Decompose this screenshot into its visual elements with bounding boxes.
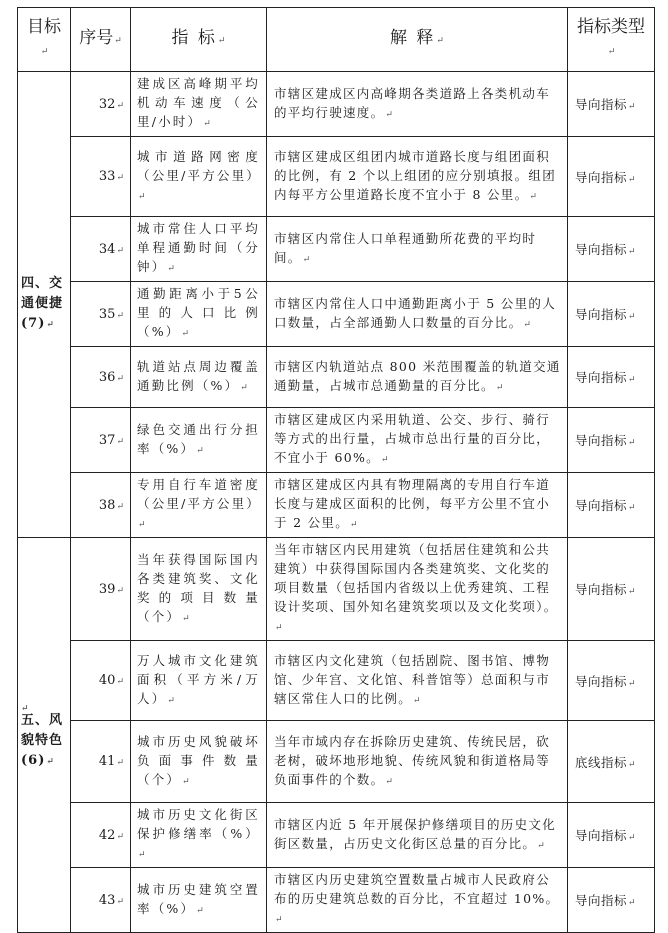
indicator-name: 城市常住人口平均单程通勤时间（分钟）↵ bbox=[131, 217, 267, 282]
indicator-type: 导向指标↵ bbox=[568, 282, 655, 347]
row-number: 33↵ bbox=[71, 137, 131, 217]
indicator-explanation: 市辖区建成区内具有物理隔离的专用自行车道长度与建成区面积的比例，每平方公里不宜小于 2 公里。↵ bbox=[267, 473, 568, 538]
row-number: 34↵ bbox=[71, 217, 131, 282]
category-cell-style: ↵ 五、风貌特色(6)↵ bbox=[18, 538, 71, 933]
indicator-name: 绿色交通出行分担率（%）↵ bbox=[131, 408, 267, 473]
indicator-type: 导向指标↵ bbox=[568, 347, 655, 408]
row-number: 39↵ bbox=[71, 538, 131, 641]
table-header-row bbox=[18, 8, 655, 72]
indicator-type: 导向指标↵ bbox=[568, 473, 655, 538]
row-number: 38↵ bbox=[71, 473, 131, 538]
indicator-name: 通勤距离小于5公里的人口比例（%）↵ bbox=[131, 282, 267, 347]
indicator-type: 底线指标↵ bbox=[568, 721, 655, 803]
indicator-type: 导向指标↵ bbox=[568, 408, 655, 473]
indicator-explanation: 市辖区建成区组团内城市道路长度与组团面积的比例，有 2 个以上组团的应分别填报。组团内每平方公里道路长度不宜小于 8 公里。↵ bbox=[267, 137, 568, 217]
row-number: 37↵ bbox=[71, 408, 131, 473]
indicator-explanation: 市辖区内文化建筑（包括剧院、图书馆、博物馆、少年宫、文化馆、科普馆等）总面积与市辖区常住人口的比例。↵ bbox=[267, 641, 568, 721]
table-row bbox=[18, 473, 655, 538]
indicator-explanation: 市辖区内常住人口中通勤距离小于 5 公里的人口数量，占全部通勤人口数量的百分比。↵ bbox=[267, 282, 568, 347]
table-row bbox=[18, 137, 655, 217]
header-category: 目标↵ bbox=[18, 8, 71, 72]
indicator-type: 导向指标↵ bbox=[568, 868, 655, 933]
indicator-name: 城市历史建筑空置率（%）↵ bbox=[131, 868, 267, 933]
indicator-name: 专用自行车道密度（公里/平方公里）↵ bbox=[131, 473, 267, 538]
indicator-explanation: 市辖区内近 5 年开展保护修缮项目的历史文化街区数量，占历史文化街区总量的百分比。↵ bbox=[267, 803, 568, 868]
indicator-explanation: 市辖区内历史建筑空置数量占城市人民政府公布的历史建筑总数的百分比，不宜超过 10%。↵ bbox=[267, 868, 568, 933]
table-row bbox=[18, 347, 655, 408]
indicator-name: 城市历史风貌破坏负面事件数量（个）↵ bbox=[131, 721, 267, 803]
table-row bbox=[18, 217, 655, 282]
table-row bbox=[18, 282, 655, 347]
indicator-name: 城市历史文化街区保护修缮率（%）↵ bbox=[131, 803, 267, 868]
table-row bbox=[18, 721, 655, 803]
indicator-explanation: 当年市域内存在拆除历史建筑、传统民居，砍老树，破坏地形地貌、传统风貌和街道格局等负面事件的个数。↵ bbox=[267, 721, 568, 803]
category-cell-traffic: 四、交通便捷(7)↵ bbox=[18, 72, 71, 538]
indicator-type: 导向指标↵ bbox=[568, 137, 655, 217]
table-row bbox=[18, 408, 655, 473]
table-row bbox=[18, 803, 655, 868]
indicator-name: 建成区高峰期平均机动车速度（公里/小时）↵ bbox=[131, 72, 267, 137]
indicator-explanation: 当年市辖区内民用建筑（包括居住建筑和公共建筑）中获得国际国内各类建筑奖、文化奖的项目数量（包括国内省级以上优秀建筑、工程设计奖项、国外知名建筑奖项以及文化奖项）。↵ bbox=[267, 538, 568, 641]
row-number: 40↵ bbox=[71, 641, 131, 721]
indicator-name: 轨道站点周边覆盖通勤比例（%）↵ bbox=[131, 347, 267, 408]
row-number: 32↵ bbox=[71, 72, 131, 137]
header-type: 指标类型↵ bbox=[568, 8, 655, 72]
row-number: 41↵ bbox=[71, 721, 131, 803]
indicator-type: 导向指标↵ bbox=[568, 72, 655, 137]
indicator-explanation: 市辖区内常住人口单程通勤所花费的平均时间。↵ bbox=[267, 217, 568, 282]
table-row bbox=[18, 641, 655, 721]
indicator-type: 导向指标↵ bbox=[568, 217, 655, 282]
table-row bbox=[18, 72, 655, 137]
row-number: 42↵ bbox=[71, 803, 131, 868]
header-number: 序号↵ bbox=[71, 8, 131, 72]
header-indicator: 指 标↵ bbox=[131, 8, 267, 72]
row-number: 35↵ bbox=[71, 282, 131, 347]
indicator-table bbox=[17, 7, 655, 933]
row-number: 36↵ bbox=[71, 347, 131, 408]
indicator-explanation: 市辖区内轨道站点 800 米范围覆盖的轨道交通通勤量，占城市总通勤量的百分比。↵ bbox=[267, 347, 568, 408]
indicator-explanation: 市辖区建成区内采用轨道、公交、步行、骑行等方式的出行量，占城市总出行量的百分比，不宜小于 60%。↵ bbox=[267, 408, 568, 473]
indicator-name: 城市道路网密度（公里/平方公里）↵ bbox=[131, 137, 267, 217]
indicator-explanation: 市辖区建成区内高峰期各类道路上各类机动车的平均行驶速度。↵ bbox=[267, 72, 568, 137]
indicator-name: 当年获得国际国内各类建筑奖、文化奖的项目数量（个）↵ bbox=[131, 538, 267, 641]
indicator-type: 导向指标↵ bbox=[568, 641, 655, 721]
indicator-name: 万人城市文化建筑面积（平方米/万人）↵ bbox=[131, 641, 267, 721]
table-row bbox=[18, 538, 655, 641]
indicator-type: 导向指标↵ bbox=[568, 803, 655, 868]
indicator-type: 导向指标↵ bbox=[568, 538, 655, 641]
header-explanation: 解 释↵ bbox=[267, 8, 568, 72]
table-row bbox=[18, 868, 655, 933]
row-number: 43↵ bbox=[71, 868, 131, 933]
